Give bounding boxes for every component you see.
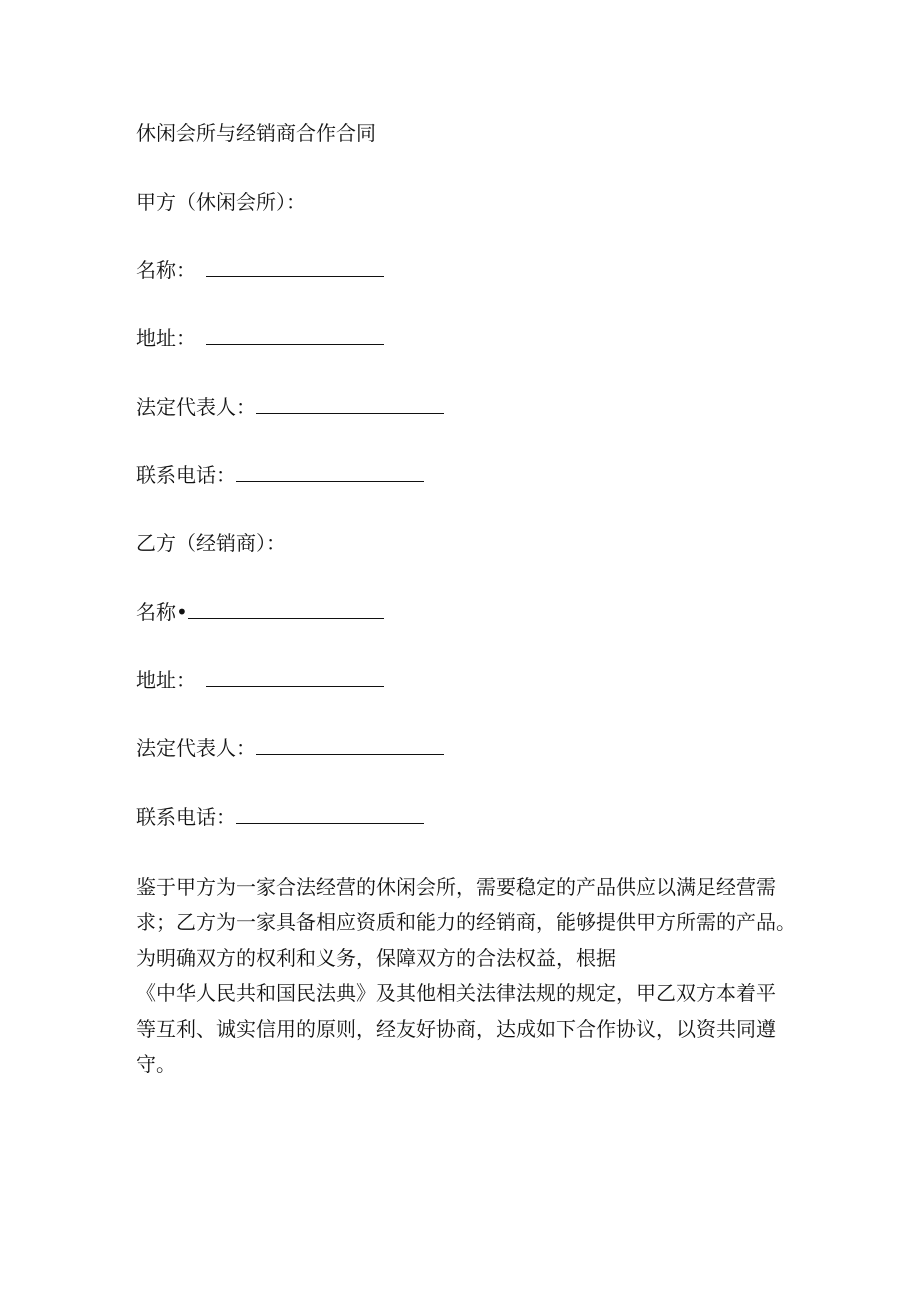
document-title: 休闲会所与经销商合作合同 xyxy=(136,121,376,145)
party-b-phone-blank xyxy=(236,803,424,824)
party-a-representative-label: 法定代表人： xyxy=(136,395,256,419)
party-b-address-label: 地址： xyxy=(136,668,196,692)
party-b-address-row xyxy=(136,666,384,694)
party-b-name-label: 名称• xyxy=(136,600,188,624)
party-a-phone-blank xyxy=(236,461,424,482)
party-a-phone-label: 联系电话： xyxy=(136,463,236,487)
party-a-phone-row xyxy=(136,461,424,489)
party-a-address-row xyxy=(136,324,384,352)
preamble-line: 守。 xyxy=(136,1052,176,1077)
party-b-representative-blank xyxy=(256,734,444,755)
party-a-name-label: 名称： xyxy=(136,258,196,282)
party-b-phone-label: 联系电话： xyxy=(136,805,236,829)
party-b-phone-row xyxy=(136,803,424,831)
party-b-heading: 乙方（经销商）： xyxy=(136,531,286,555)
party-b-representative-row xyxy=(136,734,444,762)
preamble-line: 鉴于甲方为一家合法经营的休闲会所，需要稳定的产品供应以满足经营需 xyxy=(136,875,776,899)
preamble-line: 等互利、诚实信用的原则，经友好协商，达成如下合作协议，以资共同遵 xyxy=(136,1016,776,1041)
party-a-name-row xyxy=(136,256,384,284)
preamble-line: 《中华人民共和国民法典》及其他相关法律法规的规定，甲乙双方本着平 xyxy=(136,981,776,1006)
party-b-name-blank xyxy=(188,598,384,619)
party-a-representative-row xyxy=(136,393,444,421)
party-a-name-blank xyxy=(206,256,384,277)
party-a-heading: 甲方（休闲会所）： xyxy=(136,190,306,214)
preamble-paragraph xyxy=(136,870,796,1082)
party-a-address-label: 地址： xyxy=(136,326,196,350)
party-b-name-row xyxy=(136,598,384,626)
party-a-representative-blank xyxy=(256,393,444,414)
preamble-line: 求；乙方为一家具备相应资质和能力的经销商，能够提供甲方所需的产品。 xyxy=(136,910,796,935)
party-b-address-blank xyxy=(206,666,384,687)
preamble-line: 为明确双方的权利和义务，保障双方的合法权益，根据 xyxy=(136,945,616,970)
party-b-representative-label: 法定代表人： xyxy=(136,736,256,760)
party-a-address-blank xyxy=(206,324,384,345)
